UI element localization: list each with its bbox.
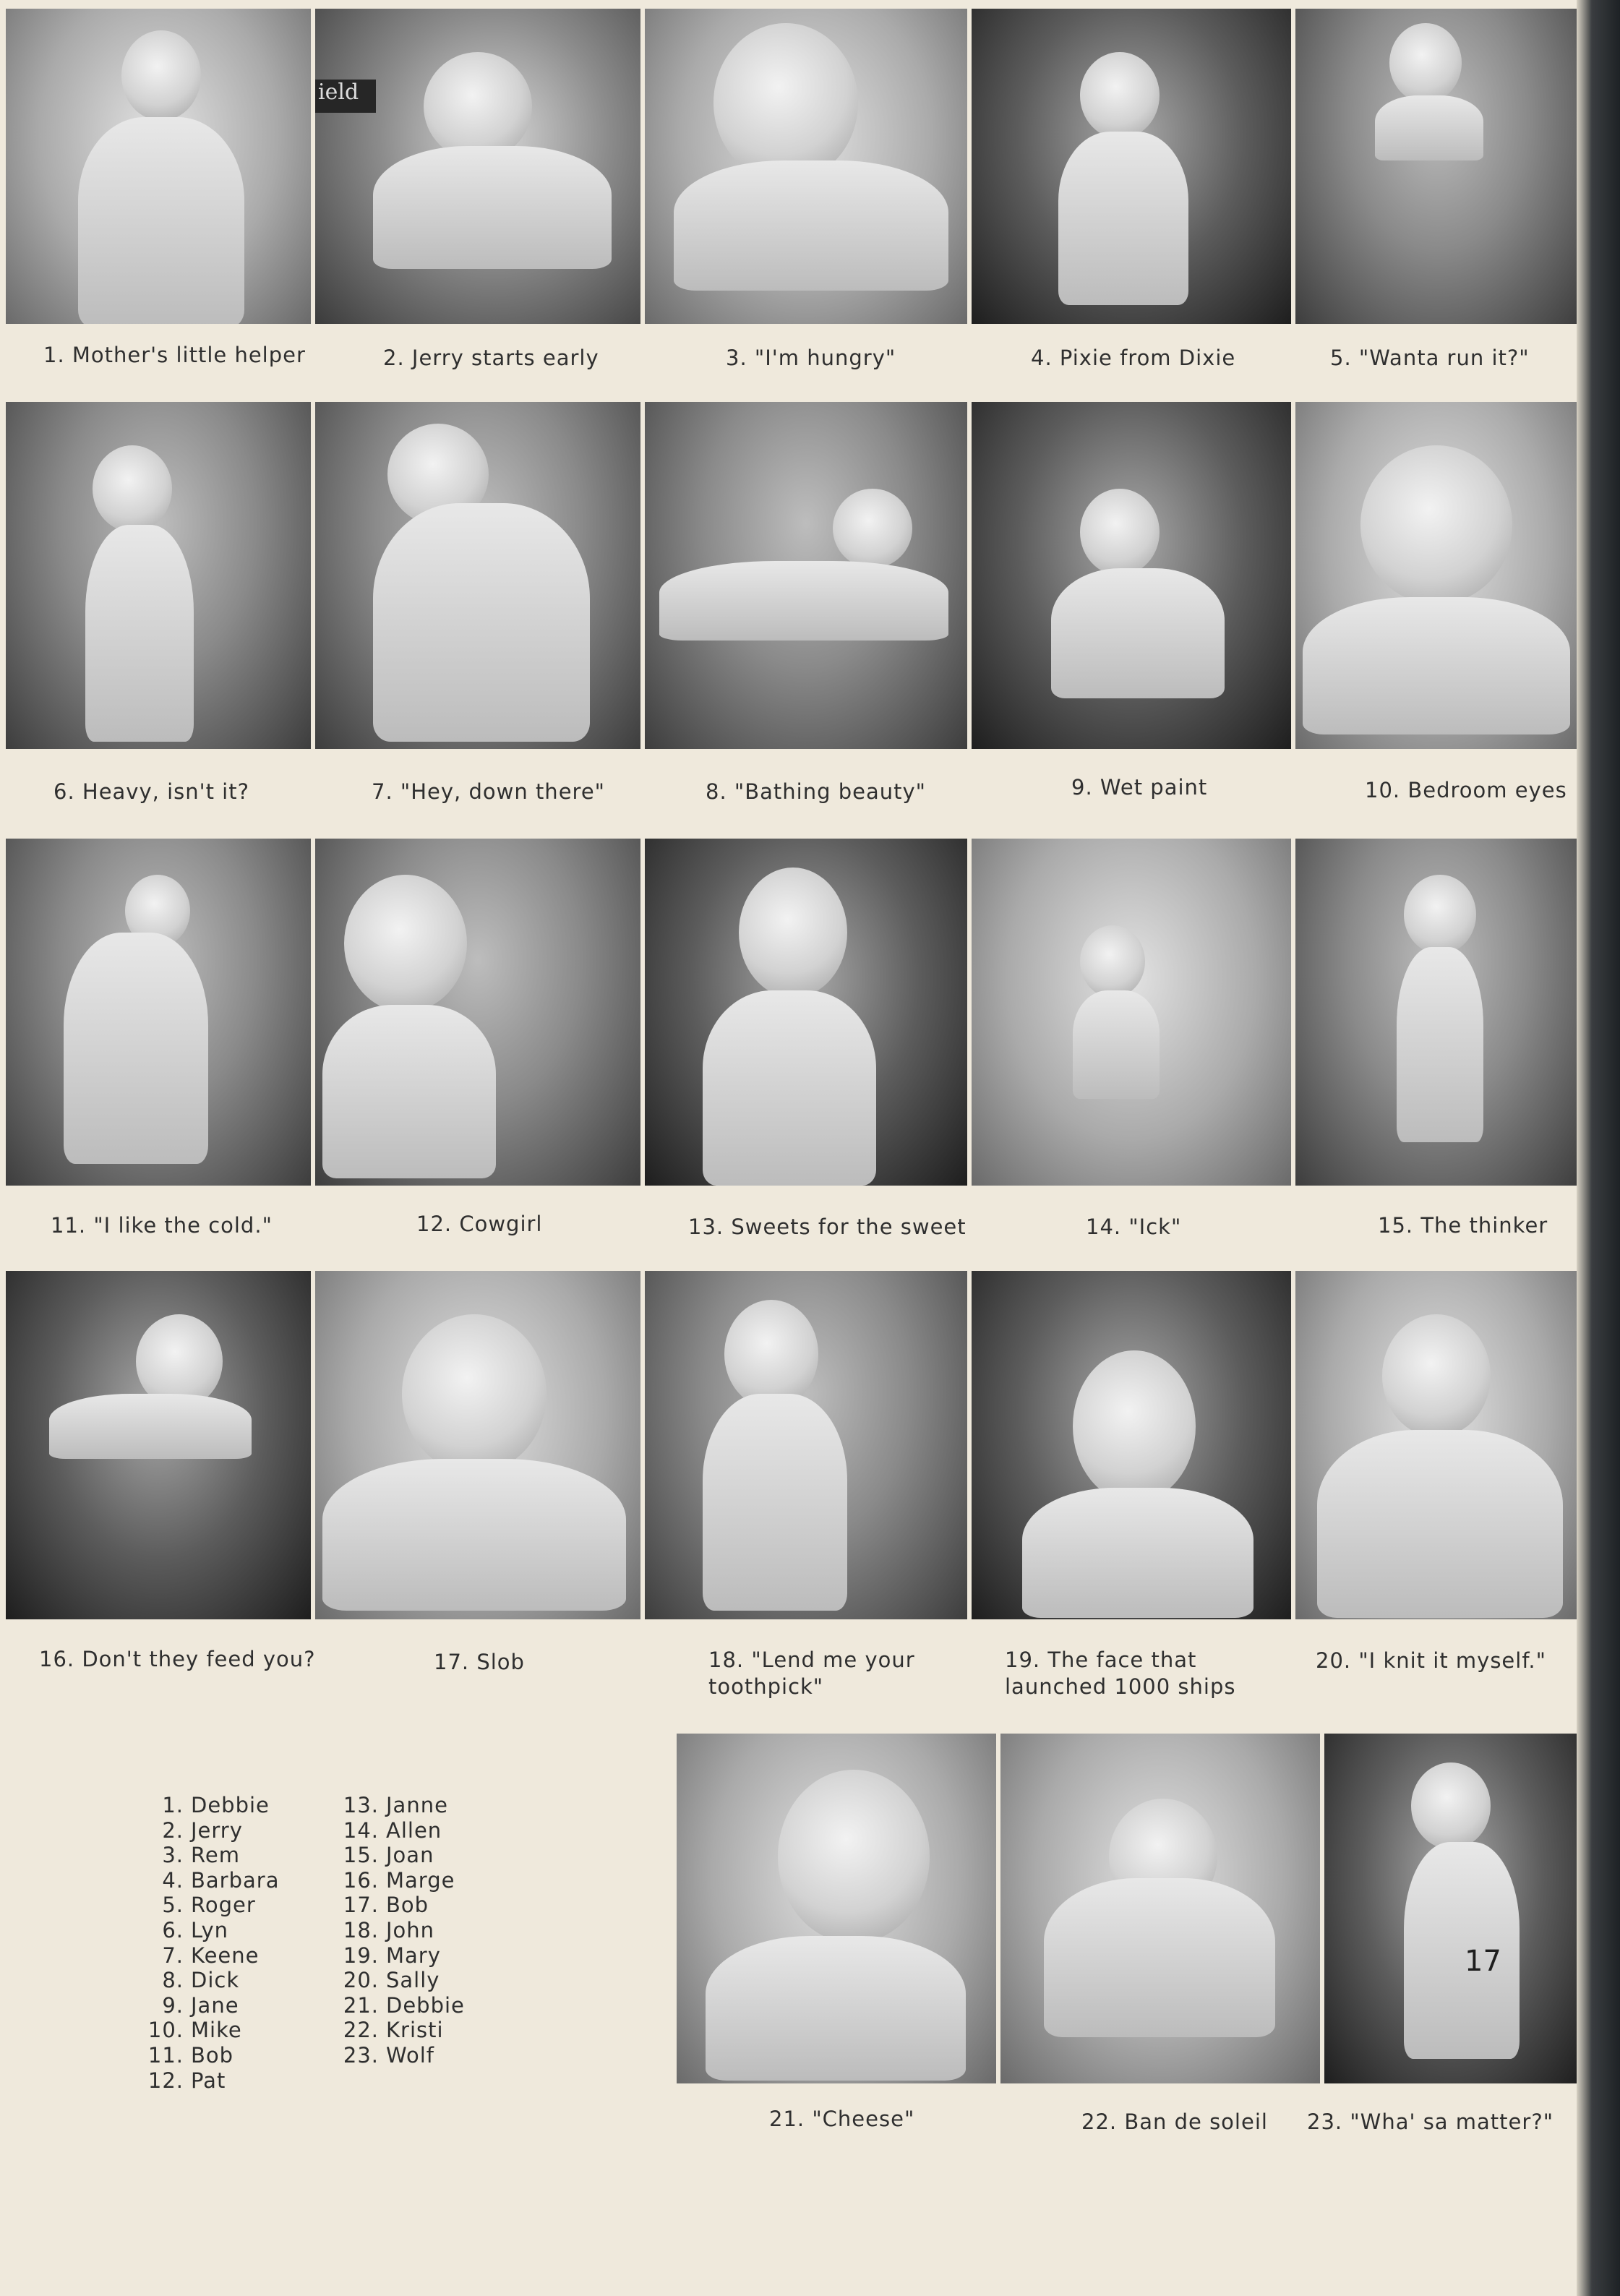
caption-9: 9. Wet paint bbox=[1071, 775, 1208, 800]
photo-12 bbox=[315, 839, 640, 1186]
name-entry-name: Debbie bbox=[386, 1992, 465, 2018]
name-entry-number: 16. bbox=[343, 1867, 379, 1893]
name-entry bbox=[145, 1793, 279, 1818]
caption-5: 5. "Wanta run it?" bbox=[1330, 346, 1530, 370]
caption-17: 17. Slob bbox=[434, 1650, 525, 1674]
name-entry bbox=[340, 1968, 465, 1993]
caption-16: 16. Don't they feed you? bbox=[39, 1647, 316, 1671]
name-entry bbox=[340, 1818, 465, 1843]
caption-20: 20. "I knit it myself." bbox=[1316, 1648, 1546, 1673]
name-entry-number: 6. bbox=[162, 1917, 184, 1942]
name-entry-number: 23. bbox=[343, 2042, 379, 2068]
photo-9 bbox=[972, 402, 1291, 749]
caption-1: 1. Mother's little helper bbox=[43, 343, 306, 367]
name-entry-name: Rem bbox=[191, 1843, 240, 1868]
caption-15: 15. The thinker bbox=[1378, 1213, 1548, 1238]
caption-22: 22. Ban de soleil bbox=[1081, 2109, 1268, 2134]
name-entry bbox=[340, 1993, 465, 2018]
name-entry bbox=[340, 1893, 465, 1918]
caption-14: 14. "Ick" bbox=[1086, 1215, 1182, 1239]
name-entry-name: Bob bbox=[386, 1893, 429, 1918]
name-entry bbox=[145, 2043, 279, 2068]
caption-4: 4. Pixie from Dixie bbox=[1031, 346, 1236, 370]
name-entry-number: 7. bbox=[162, 1942, 184, 1968]
name-entry-number: 19. bbox=[343, 1942, 379, 1968]
name-entry-name: Kristi bbox=[386, 2018, 444, 2043]
photo-21 bbox=[677, 1734, 996, 2083]
photo-16 bbox=[6, 1271, 311, 1619]
photo-6 bbox=[6, 402, 311, 749]
photo-7 bbox=[315, 402, 640, 749]
photo-13 bbox=[645, 839, 967, 1186]
name-entry-name: Bob bbox=[191, 2042, 234, 2068]
name-entry-name: Jerry bbox=[191, 1817, 243, 1843]
name-entry-number: 11. bbox=[147, 2042, 184, 2068]
caption-19: 19. The face that launched 1000 ships bbox=[1005, 1648, 1236, 1699]
photo-2 bbox=[315, 9, 640, 324]
caption-12: 12. Cowgirl bbox=[416, 1212, 543, 1236]
name-entry-number: 15. bbox=[343, 1843, 379, 1868]
caption-13: 13. Sweets for the sweet bbox=[688, 1215, 967, 1239]
name-entry-number: 1. bbox=[162, 1793, 184, 1817]
name-entry bbox=[340, 1943, 465, 1969]
caption-8: 8. "Bathing beauty" bbox=[706, 779, 926, 804]
name-entry-name: Dick bbox=[191, 1968, 240, 1993]
name-entry-number: 8. bbox=[162, 1968, 184, 1993]
name-entry bbox=[145, 2018, 279, 2043]
names-list-right bbox=[340, 1793, 465, 2068]
caption-18: 18. "Lend me your toothpick" bbox=[708, 1648, 915, 1699]
name-entry bbox=[145, 1943, 279, 1969]
name-entry-name: Mike bbox=[191, 2018, 242, 2043]
name-entry-name: John bbox=[386, 1917, 435, 1942]
page-number: 17 bbox=[1465, 1945, 1501, 1978]
name-entry-number: 14. bbox=[343, 1817, 379, 1843]
name-entry-name: Lyn bbox=[191, 1917, 229, 1942]
photo-20 bbox=[1295, 1271, 1580, 1619]
name-entry-number: 22. bbox=[343, 2018, 379, 2043]
photo-18 bbox=[645, 1271, 967, 1619]
photo-5 bbox=[1295, 9, 1580, 324]
photo-4 bbox=[972, 9, 1291, 324]
name-entry-number: 4. bbox=[162, 1867, 184, 1893]
name-entry-number: 12. bbox=[147, 2068, 184, 2093]
name-entry bbox=[145, 1818, 279, 1843]
name-entry-name: Janne bbox=[386, 1793, 448, 1817]
name-entry-number: 10. bbox=[147, 2018, 184, 2043]
name-entry-name: Mary bbox=[386, 1942, 441, 1968]
photo-10 bbox=[1295, 402, 1580, 749]
photo-14 bbox=[972, 839, 1291, 1186]
name-entry-number: 3. bbox=[162, 1843, 184, 1868]
name-entry-number: 21. bbox=[343, 1992, 379, 2018]
caption-10: 10. Bedroom eyes bbox=[1365, 778, 1567, 802]
name-entry bbox=[145, 1893, 279, 1918]
name-entry-name: Keene bbox=[191, 1942, 260, 1968]
name-entry-number: 20. bbox=[343, 1968, 379, 1993]
name-entry-name: Sally bbox=[386, 1968, 440, 1993]
photo-17 bbox=[315, 1271, 640, 1619]
photo-3 bbox=[645, 9, 967, 324]
name-entry-name: Debbie bbox=[191, 1793, 270, 1817]
name-entry bbox=[340, 1868, 465, 1893]
photo-22 bbox=[1000, 1734, 1320, 2083]
name-entry-name: Barbara bbox=[191, 1867, 280, 1893]
name-entry bbox=[340, 1793, 465, 1818]
name-entry-number: 9. bbox=[162, 1992, 184, 2018]
photo-19 bbox=[972, 1271, 1291, 1619]
caption-6: 6. Heavy, isn't it? bbox=[53, 779, 249, 804]
name-entry bbox=[145, 2068, 279, 2094]
name-entry-number: 17. bbox=[343, 1893, 379, 1918]
name-entry bbox=[145, 1968, 279, 1993]
photo-15 bbox=[1295, 839, 1580, 1186]
name-entry bbox=[145, 1843, 279, 1868]
name-entry bbox=[145, 1993, 279, 2018]
binding-spine bbox=[1577, 0, 1620, 2296]
photo-1 bbox=[6, 9, 311, 324]
name-entry-number: 13. bbox=[343, 1793, 379, 1817]
photo-23 bbox=[1324, 1734, 1580, 2083]
name-entry-name: Pat bbox=[191, 2068, 226, 2093]
caption-11: 11. "I like the cold." bbox=[51, 1213, 273, 1238]
name-entry-name: Allen bbox=[386, 1817, 442, 1843]
name-entry bbox=[340, 2018, 465, 2043]
name-entry-name: Wolf bbox=[386, 2042, 434, 2068]
caption-23: 23. "Wha' sa matter?" bbox=[1307, 2109, 1554, 2134]
caption-3: 3. "I'm hungry" bbox=[726, 346, 896, 370]
name-entry-number: 2. bbox=[162, 1817, 184, 1843]
name-entry bbox=[340, 1918, 465, 1943]
names-list-left bbox=[145, 1793, 279, 2093]
name-entry-name: Marge bbox=[386, 1867, 455, 1893]
name-entry-number: 5. bbox=[162, 1893, 184, 1918]
name-entry bbox=[340, 1843, 465, 1868]
name-entry-number: 18. bbox=[343, 1917, 379, 1942]
name-entry-name: Jane bbox=[191, 1992, 239, 2018]
name-entry bbox=[145, 1918, 279, 1943]
photo-11 bbox=[6, 839, 311, 1186]
caption-21: 21. "Cheese" bbox=[769, 2107, 915, 2131]
name-entry-name: Joan bbox=[386, 1843, 434, 1868]
caption-7: 7. "Hey, down there" bbox=[372, 779, 605, 804]
name-entry bbox=[145, 1868, 279, 1893]
caption-2: 2. Jerry starts early bbox=[383, 346, 599, 370]
sign-text: ield bbox=[315, 80, 376, 113]
name-entry bbox=[340, 2043, 465, 2068]
name-entry-name: Roger bbox=[191, 1893, 256, 1918]
photo-8 bbox=[645, 402, 967, 749]
